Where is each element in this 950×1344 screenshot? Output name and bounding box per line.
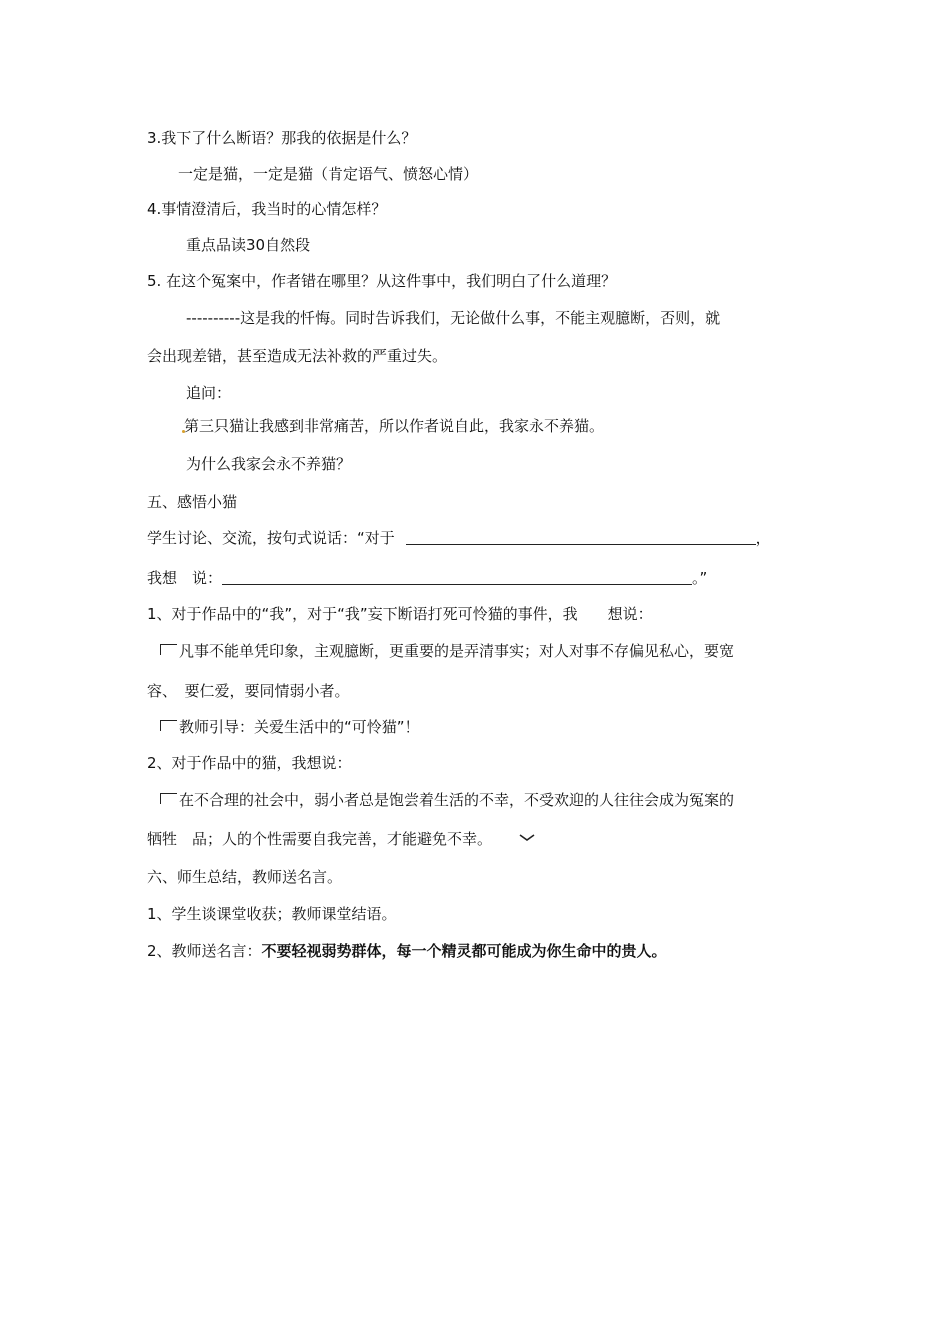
summary-2-prefix: 2、教师送名言： xyxy=(147,942,262,960)
followup-line-2: 为什么我家会永不养猫？ xyxy=(186,455,352,473)
discussion-line-b xyxy=(147,567,707,589)
fill-blank-1 xyxy=(406,528,756,545)
summary-1: 1、学生谈课堂收获；教师课堂结语。 xyxy=(147,905,397,923)
item-2-answer-text-2: 牺牲 品；人的个性需要自我完善，才能避免不幸。 xyxy=(147,830,493,848)
item-1-answer-text-1: 凡事不能单凭印象，主观臆断，更重要的是弄清事实；对人对事不存偏见私心，要宽 xyxy=(179,642,735,660)
discussion-prompt-a: 学生讨论、交流，按句式说话：“对于 xyxy=(147,529,395,547)
answer-3: 一定是猫，一定是猫（肯定语气、愤怒心情） xyxy=(178,165,479,183)
discussion-prompt-b: 我想 说： xyxy=(147,569,223,587)
item-2-answer-line-2 xyxy=(147,828,535,850)
question-5: 5. 在这个冤案中，作者错在哪里？从这件事中，我们明白了什么道理？ xyxy=(147,272,617,290)
answer-5-line-2: 会出现差错，甚至造成无法补救的严重过失。 xyxy=(147,347,448,365)
question-3: 3.我下了什么断语？那我的依据是什么？ xyxy=(147,129,417,147)
bracket-mark xyxy=(160,644,177,655)
discussion-end-a: ， xyxy=(755,529,771,547)
discussion-line-a xyxy=(147,527,771,549)
followup-line-1 xyxy=(183,415,604,437)
section-6-heading: 六、师生总结，教师送名言。 xyxy=(147,868,343,886)
teacher-guide-line xyxy=(160,716,420,738)
answer-4: 重点品读30自然段 xyxy=(186,236,311,254)
bracket-mark xyxy=(160,793,177,804)
bracket-mark xyxy=(160,720,177,731)
chevron-down-icon xyxy=(519,833,535,843)
summary-2 xyxy=(147,940,667,962)
item-1: 1、对于作品中的“我”，对于“我”妄下断语打死可怜猫的事件，我 想说： xyxy=(147,605,653,623)
item-1-answer-line-2: 容、 要仁爱，要同情弱小者。 xyxy=(147,682,350,700)
followup-text-1: 第三只猫让我感到非常痛苦，所以作者说自此，我家永不养猫。 xyxy=(184,417,605,435)
question-4: 4.事情澄清后，我当时的心情怎样？ xyxy=(147,200,387,218)
item-2-answer-text-1: 在不合理的社会中，弱小者总是饱尝着生活的不幸，不受欢迎的人往往会成为冤案的 xyxy=(179,791,735,809)
item-2-answer-line-1 xyxy=(160,789,734,811)
answer-5-line-1: ----------这是我的忏悔。同时告诉我们，无论做什么事，不能主观臆断，否则，就 xyxy=(186,309,721,327)
discussion-end-b: 。” xyxy=(692,569,708,587)
item-1-answer-line-1 xyxy=(160,640,734,662)
famous-quote: 不要轻视弱势群体，每一个精灵都可能成为你生命中的贵人。 xyxy=(261,942,667,960)
section-5-heading: 五、感悟小猫 xyxy=(147,493,238,511)
teacher-guide-text: 教师引导：关爱生活中的“可怜猫”！ xyxy=(179,718,420,736)
item-2: 2、对于作品中的猫，我想说： xyxy=(147,754,352,772)
fill-blank-2 xyxy=(222,568,692,585)
followup-label: 追问： xyxy=(186,384,232,402)
